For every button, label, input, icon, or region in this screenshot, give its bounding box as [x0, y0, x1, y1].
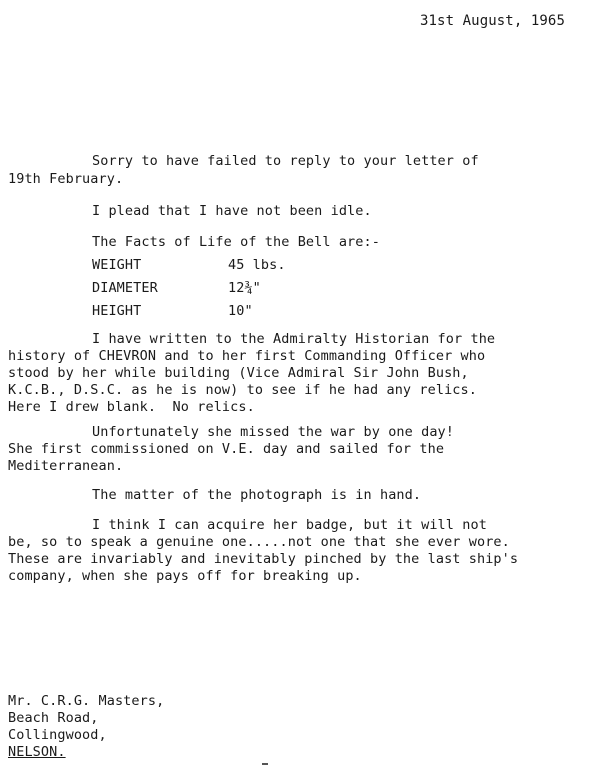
- fact-weight-value: 45 lbs.: [228, 257, 286, 273]
- letter-date: 31st August, 1965: [420, 13, 565, 29]
- fact-height-label: HEIGHT: [92, 303, 142, 319]
- paragraph-5-line-1: Unfortunately she missed the war by one day!: [92, 424, 455, 440]
- paragraph-4-line-1: I have written to the Admiralty Historian for the: [92, 331, 496, 347]
- paragraph-4-line-3: stood by her while building (Vice Admiral Sir John Bush,: [8, 365, 469, 381]
- paragraph-5-line-2: She first commissioned on V.E. day and sailed for the: [8, 441, 445, 457]
- paragraph-2: I plead that I have not been idle.: [92, 203, 372, 219]
- address-line-1: Mr. C.R.G. Masters,: [8, 693, 165, 709]
- fact-height-value: 10": [228, 303, 253, 319]
- address-line-2: Beach Road,: [8, 710, 99, 726]
- fact-diameter-label: DIAMETER: [92, 280, 158, 296]
- paragraph-7-line-3: These are invariably and inevitably pinched by the last ship's: [8, 551, 519, 567]
- paragraph-1-line-1: Sorry to have failed to reply to your letter of: [92, 153, 479, 169]
- paragraph-7-line-2: be, so to speak a genuine one.....not one that she ever wore.: [8, 534, 510, 550]
- address-line-4: NELSON.: [8, 744, 66, 760]
- paragraph-4-line-4: K.C.B., D.S.C. as he is now) to see if he had any relics.: [8, 382, 477, 398]
- fact-diameter-value: 12¾": [228, 280, 261, 296]
- page-mark: [262, 763, 268, 765]
- paragraph-1-line-2: 19th February.: [8, 171, 124, 187]
- paragraph-7-line-1: I think I can acquire her badge, but it will not: [92, 517, 487, 533]
- paragraph-3: The Facts of Life of the Bell are:-: [92, 234, 380, 250]
- paragraph-7-line-4: company, when she pays off for breaking up.: [8, 568, 362, 584]
- paragraph-6: The matter of the photograph is in hand.: [92, 487, 422, 503]
- paragraph-4-line-5: Here I drew blank. No relics.: [8, 399, 255, 415]
- paragraph-4-line-2: history of CHEVRON and to her first Commanding Officer who: [8, 348, 486, 364]
- fact-weight-label: WEIGHT: [92, 257, 142, 273]
- paragraph-5-line-3: Mediterranean.: [8, 458, 124, 474]
- address-line-3: Collingwood,: [8, 727, 107, 743]
